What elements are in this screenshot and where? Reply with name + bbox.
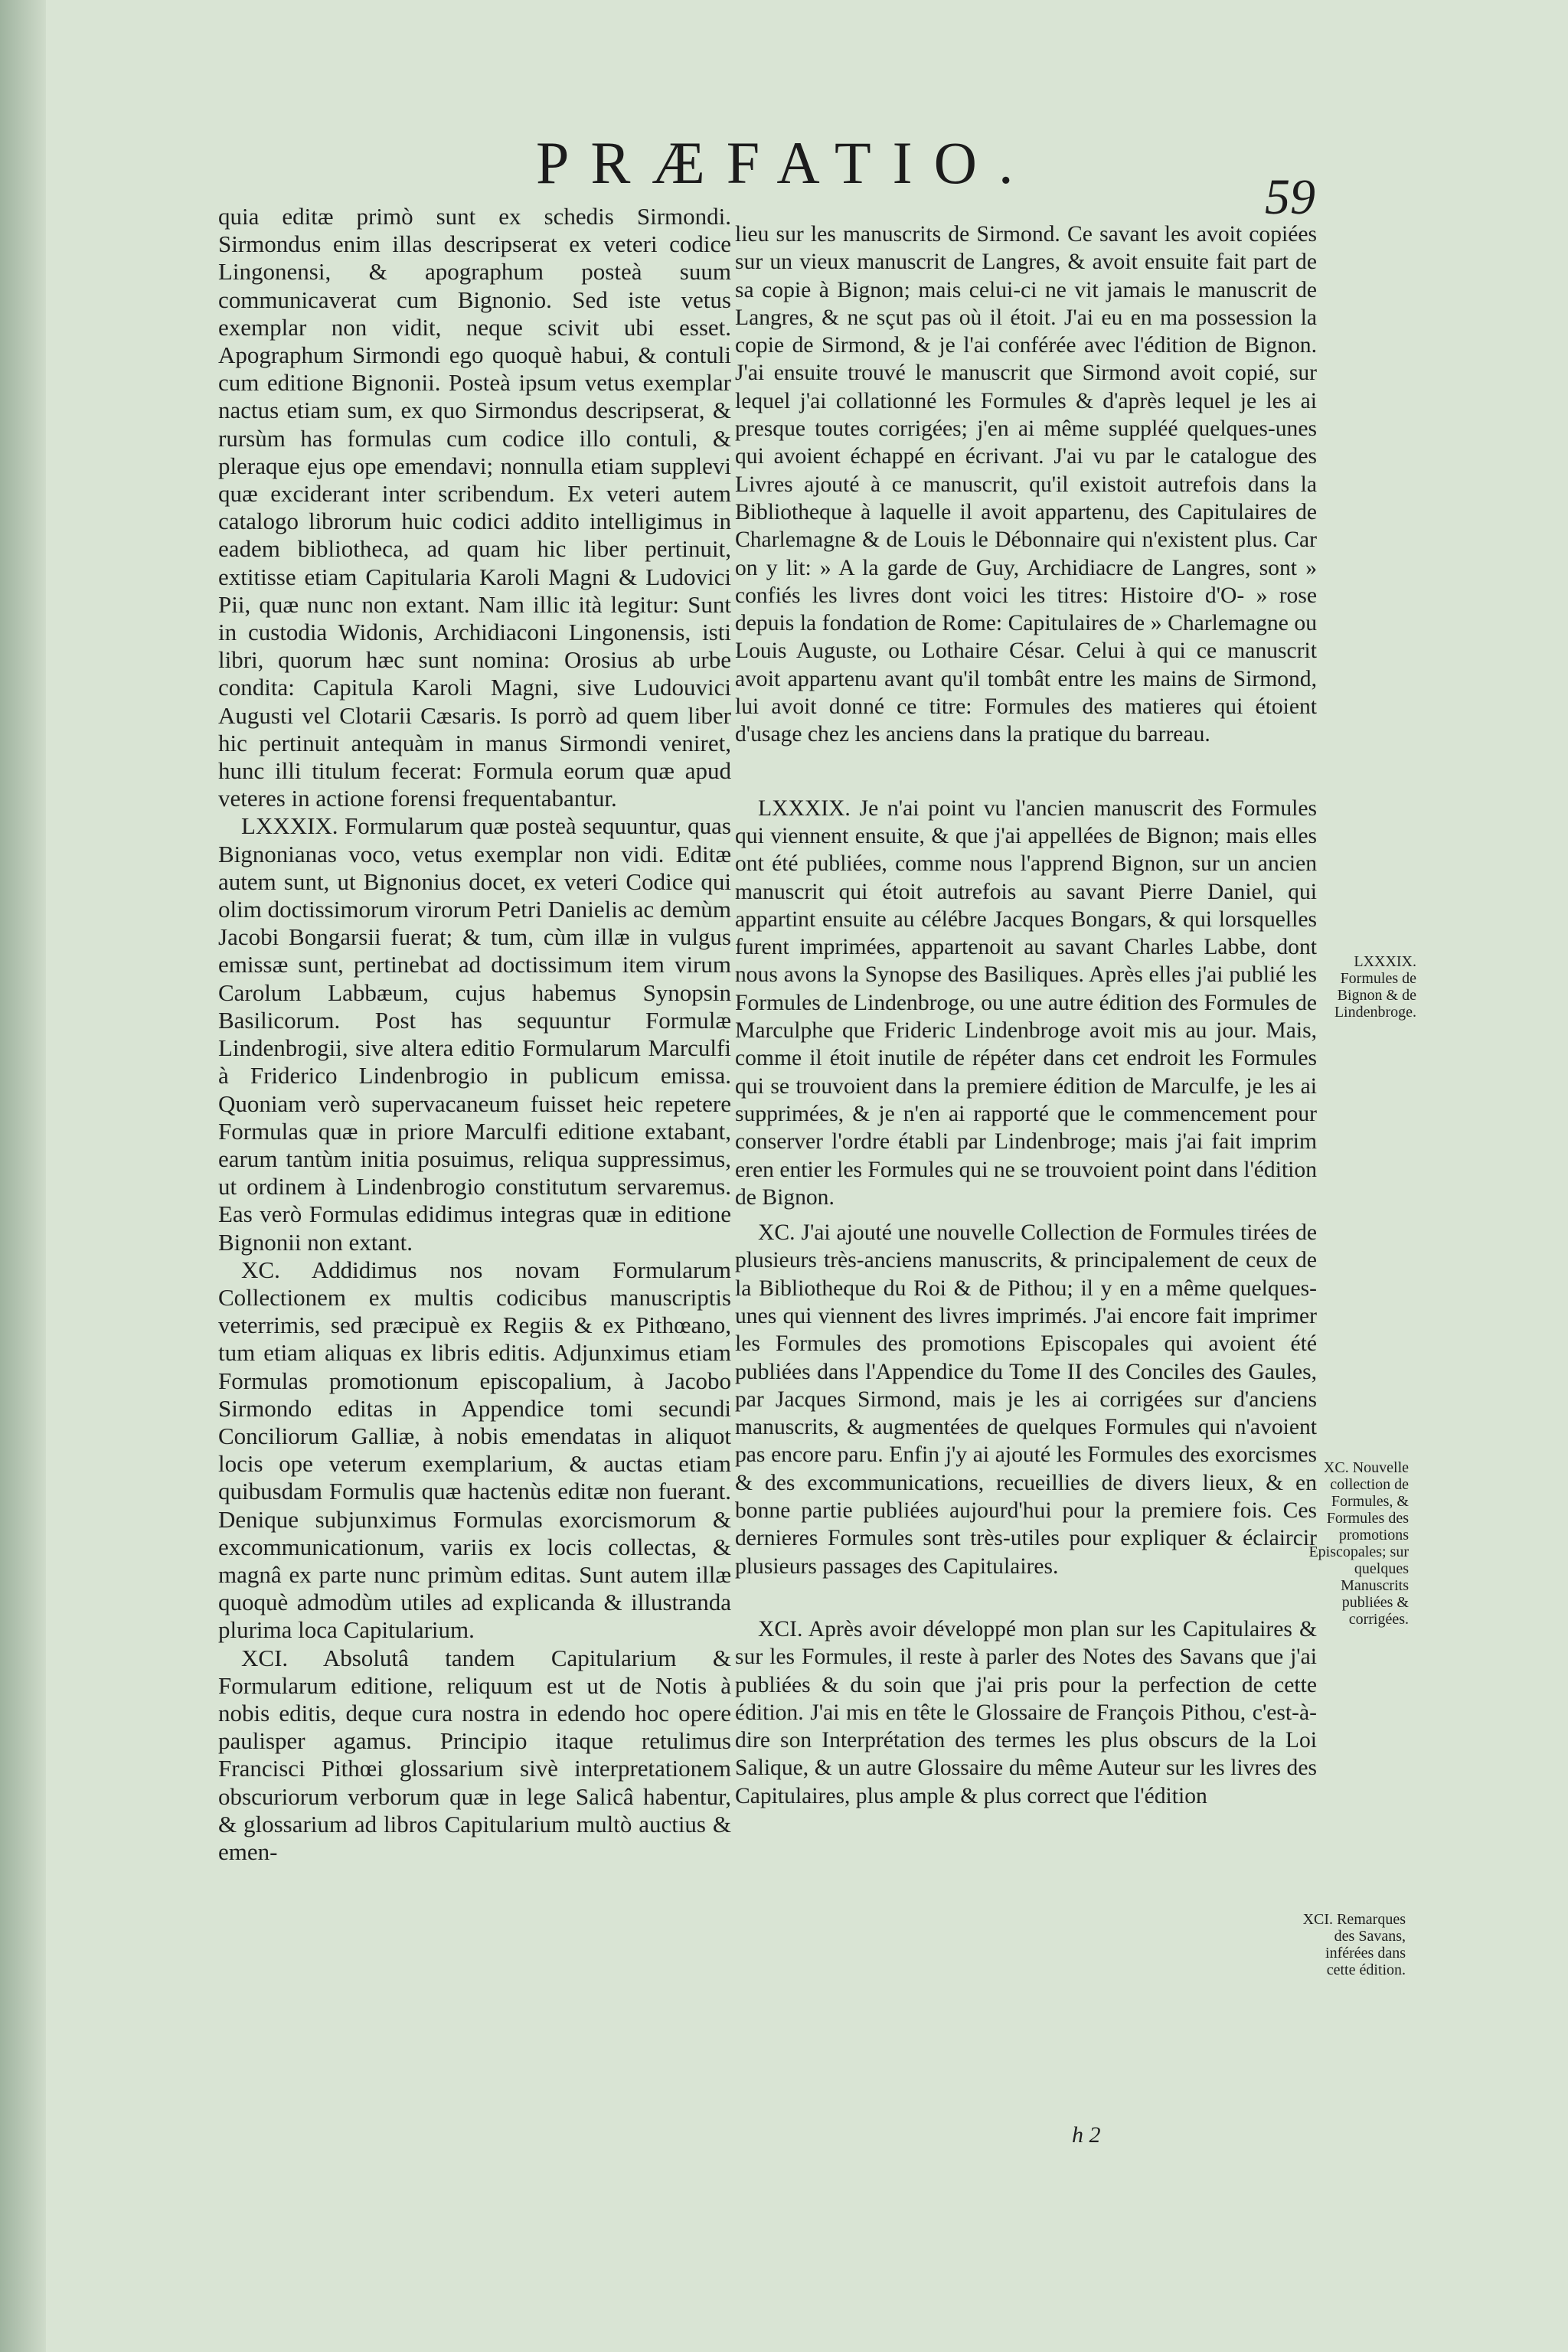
margin-note-xci: XCI. Remarques des Savans, inférées dans cette édition. [1302, 1911, 1406, 1978]
page-number: 59 [1265, 169, 1315, 225]
french-paragraph-continuation: lieu sur les manuscrits de Sirmond. Ce savant les avoit copiées sur un vieux manuscrit de Langres, & avoit ensuite fait part de sa copie à Bignon; mais celui-ci ne vit jamais le manuscrit de Langres, & ne sçut pas où il étoit. J'ai eu en ma possession la copie de Sirmond, & je l'ai conférée avec l'édition de Bignon. J'ai ensuite trouvé le manuscrit que Sirmond avoit copié, sur lequel j'ai collationné les Formules & d'après lequel je les ai presque toutes corrigées; j'en ai même suppléé quelques-unes qui avoient échappé en écrivant. J'ai vu par le catalogue des Livres ajouté à ce manuscrit, qu'il existoit autrefois dans la Bibliotheque à laquelle il avoit appartenu, des Capitulaires de Charlemagne & de Louis le Débonnaire qui n'existent plus. Car on y lit: » A la garde de Guy, Archidiacre de Langres, sont » confiés les livres dont voici les titres: Histoire d'O- » rose depuis la fondation de Rome: Capitulaires de » Charlemagne ou Louis Auguste, ou Lothaire César. Celui à qui ce manuscrit avoit appartenu avant qu'il tombât entre les mains de Sirmond, lui avoit donné ce titre: Formules des matieres qui étoient d'usage chez les anciens dans la pratique du barreau. [735, 222, 1317, 747]
latin-paragraph-xci: XCI. Absolutâ tandem Capitularium & Formularum editione, reliquum est ut de Notis à nobis editis, deque cura nostra in edendo hoc opere paulisper agamus. Principio itaque retulimus Francisci Pithœi glossarium sivè interpretationem obscuriorum verborum quæ in lege Salicâ habentur, & glossarium ad libros Capitularium multò auctius & emen- [218, 1644, 731, 1865]
french-paragraph-lxxxix: LXXXIX. Je n'ai point vu l'ancien manuscrit des Formules qui viennent ensuite, & que j'ai appellées de Bignon; mais elles ont été publiées, comme nous l'apprend Bignon, sur un ancien manuscrit qui étoit autrefois au savant Pierre Daniel, qui appartint ensuite au célébre Jacques Bongars, & qui lorsquelles furent imprimées, appartenoit au savant Charles Labbe, dont nous avons la Synopse des Basiliques. Après elles j'ai publié les Formules de Lindenbroge, ou une autre édition des Formules de Marculphe que Frideric Lindenbroge avoit mis au jour. Mais, comme il étoit inutile de répéter dans cet endroit les Formules qui se trouvoient dans la premiere édition de Marculfe, je les ai supprimées, & je n'en ai rapporté que le commencement pour conserver l'ordre établi par Lindenbroge; mais j'ai fait imprim eren entier les Formules qui ne se trouvoient point dans l'édition de Bignon. [735, 795, 1317, 1210]
margin-note-lxxxix: LXXXIX. Formules de Bignon & de Lindenbroge. [1334, 953, 1416, 1021]
french-paragraph-xci: XCI. Après avoir développé mon plan sur les Capitulaires & sur les Formules, il reste à parler des Notes des Savans que j'ai publiées & du soin que j'ai pris pour la perfection de cette édition. J'ai mis en tête le Glossaire de François Pithou, c'est-à-dire son Interprétation des termes les plus obscurs de la Loi Salique, & un autre Glossaire du même Auteur sur les livres des Capitulaires, plus ample & plus correct que l'édition [735, 1616, 1317, 1808]
signature-mark: h 2 [1072, 2122, 1101, 2148]
paragraph-spacer [735, 749, 1317, 795]
paragraph-spacer [735, 1580, 1317, 1615]
latin-paragraph-continuation: quia editæ primò sunt ex schedis Sirmondi. Sirmondus enim illas descripserat ex veteri codice Lingonensi, & apographum posteà suum communicaverat cum Bignonio. Sed iste vetus exemplar non vidit, neque scivit ubi esset. Apographum Sirmondi ego quoquè habui, & contuli cum editione Bignonii. Posteà ipsum vetus exemplar nactus etiam sum, ex quo Sirmondus descripserat, & rursùm has formulas cum codice illo contuli, & pleraque ejus ope emendavi; nonnulla etiam supplevi quæ exciderant inter scribendum. Ex veteri autem catalogo librorum huic codici addito intelligimus in eadem bibliotheca, ad quam hic liber pertinuit, extitisse etiam Capitularia Karoli Magni & Ludovici Pii, quæ nunc non extant. Nam illic ità legitur: Sunt in custodia Widonis, Archidiaconi Lingonensis, isti libri, quorum hæc sunt nomina: Orosius ab urbe condita: Capitula Karoli Magni, sive Ludouvici Augusti vel Clotarii Cæsaris. Is porrò ad quem liber hic pertinuit antequàm in manus Sirmondi veniret, hunc illi titulum fecerat: Formula eorum quæ apud veteres in actione forensi frequentabantur. [218, 203, 731, 812]
paragraph-spacer [735, 1211, 1317, 1219]
french-text-column [735, 220, 1317, 1810]
page-title: PRÆFATIO. [536, 129, 1035, 196]
latin-paragraph-xc: XC. Addidimus nos novam Formularum Collectionem ex multis codicibus manuscriptis veterrimis, sed præcipuè ex Regiis & ex Pithœano, tum etiam aliquas ex libris editis. Adjunximus etiam Formulas promotionum episcopalium, à Jacobo Sirmondo editas in Appendice tomi secundi Conciliorum Galliæ, à nobis emendatas in aliquot locis ope veterum exemplarium, & auctas etiam quibusdam Formulis quæ hactenùs editæ non fuerant. Denique subjunximus Formulas exorcismorum & excommunicationum, variis ex locis collectas, & magnâ ex parte nunc primùm editas. Sunt autem illæ quoquè admodùm utiles ad explicanda & illustranda plurima loca Capitularium. [218, 1256, 731, 1644]
page-gutter-shadow [0, 0, 46, 2352]
margin-note-xc: XC. Nouvelle collection de Formules, & Formules des promotions Episcopales; sur quelques Manuscrits publiées & corrigées. [1308, 1459, 1409, 1628]
latin-text-column [218, 203, 731, 1866]
french-paragraph-xc: XC. J'ai ajouté une nouvelle Collection de Formules tirées de plusieurs très-anciens manuscrits, & principalement de ceux de la Bibliotheque du Roi & de Pithou; il y en a même quelques-unes qui viennent des livres imprimés. J'ai encore fait imprimer les Formules des promotions Episcopales qui avoient été publiées dans l'Appendice du Tome II des Conciles des Gaules, par Jacques Sirmond, mais je les ai corrigées sur d'anciens manuscrits, & augmentées de quelques Formules qui n'avoient pas encore paru. Enfin j'y ai ajouté les Formules des exorcismes & des excommunications, recueillies de divers lieux, & en bonne partie publiées aujourd'hui pour la premiere fois. Ces dernieres Formules sont très-utiles pour expliquer & éclaircir plusieurs passages des Capitulaires. [735, 1220, 1317, 1579]
latin-paragraph-lxxxix: LXXXIX. Formularum quæ posteà sequuntur, quas Bignonianas voco, vetus exemplar non vidi. Editæ autem sunt, ut Bignonius docet, ex veteri Codice qui olim doctissimorum virorum Petri Danielis ac demùm Jacobi Bongarsii fuerat; & tum, cùm illæ in vulgus emissæ sunt, pertinebat ad doctissimum item virum Carolum Labbæum, cujus habemus Synopsin Basilicorum. Post has sequuntur Formulæ Lindenbrogii, sive altera editio Formularum Marculfi à Friderico Lindenbrogio in publicum emissa. Quoniam verò supervacaneum fuisset heic repetere Formulas quæ in priore Marculfi editione extabant, earum tantùm initia posuimus, reliqua suppressimus, ut ordinem à Lindenbrogio constitutum servaremus. Eas verò Formulas edidimus integras quæ in editione Bignonii non extant. [218, 812, 731, 1256]
